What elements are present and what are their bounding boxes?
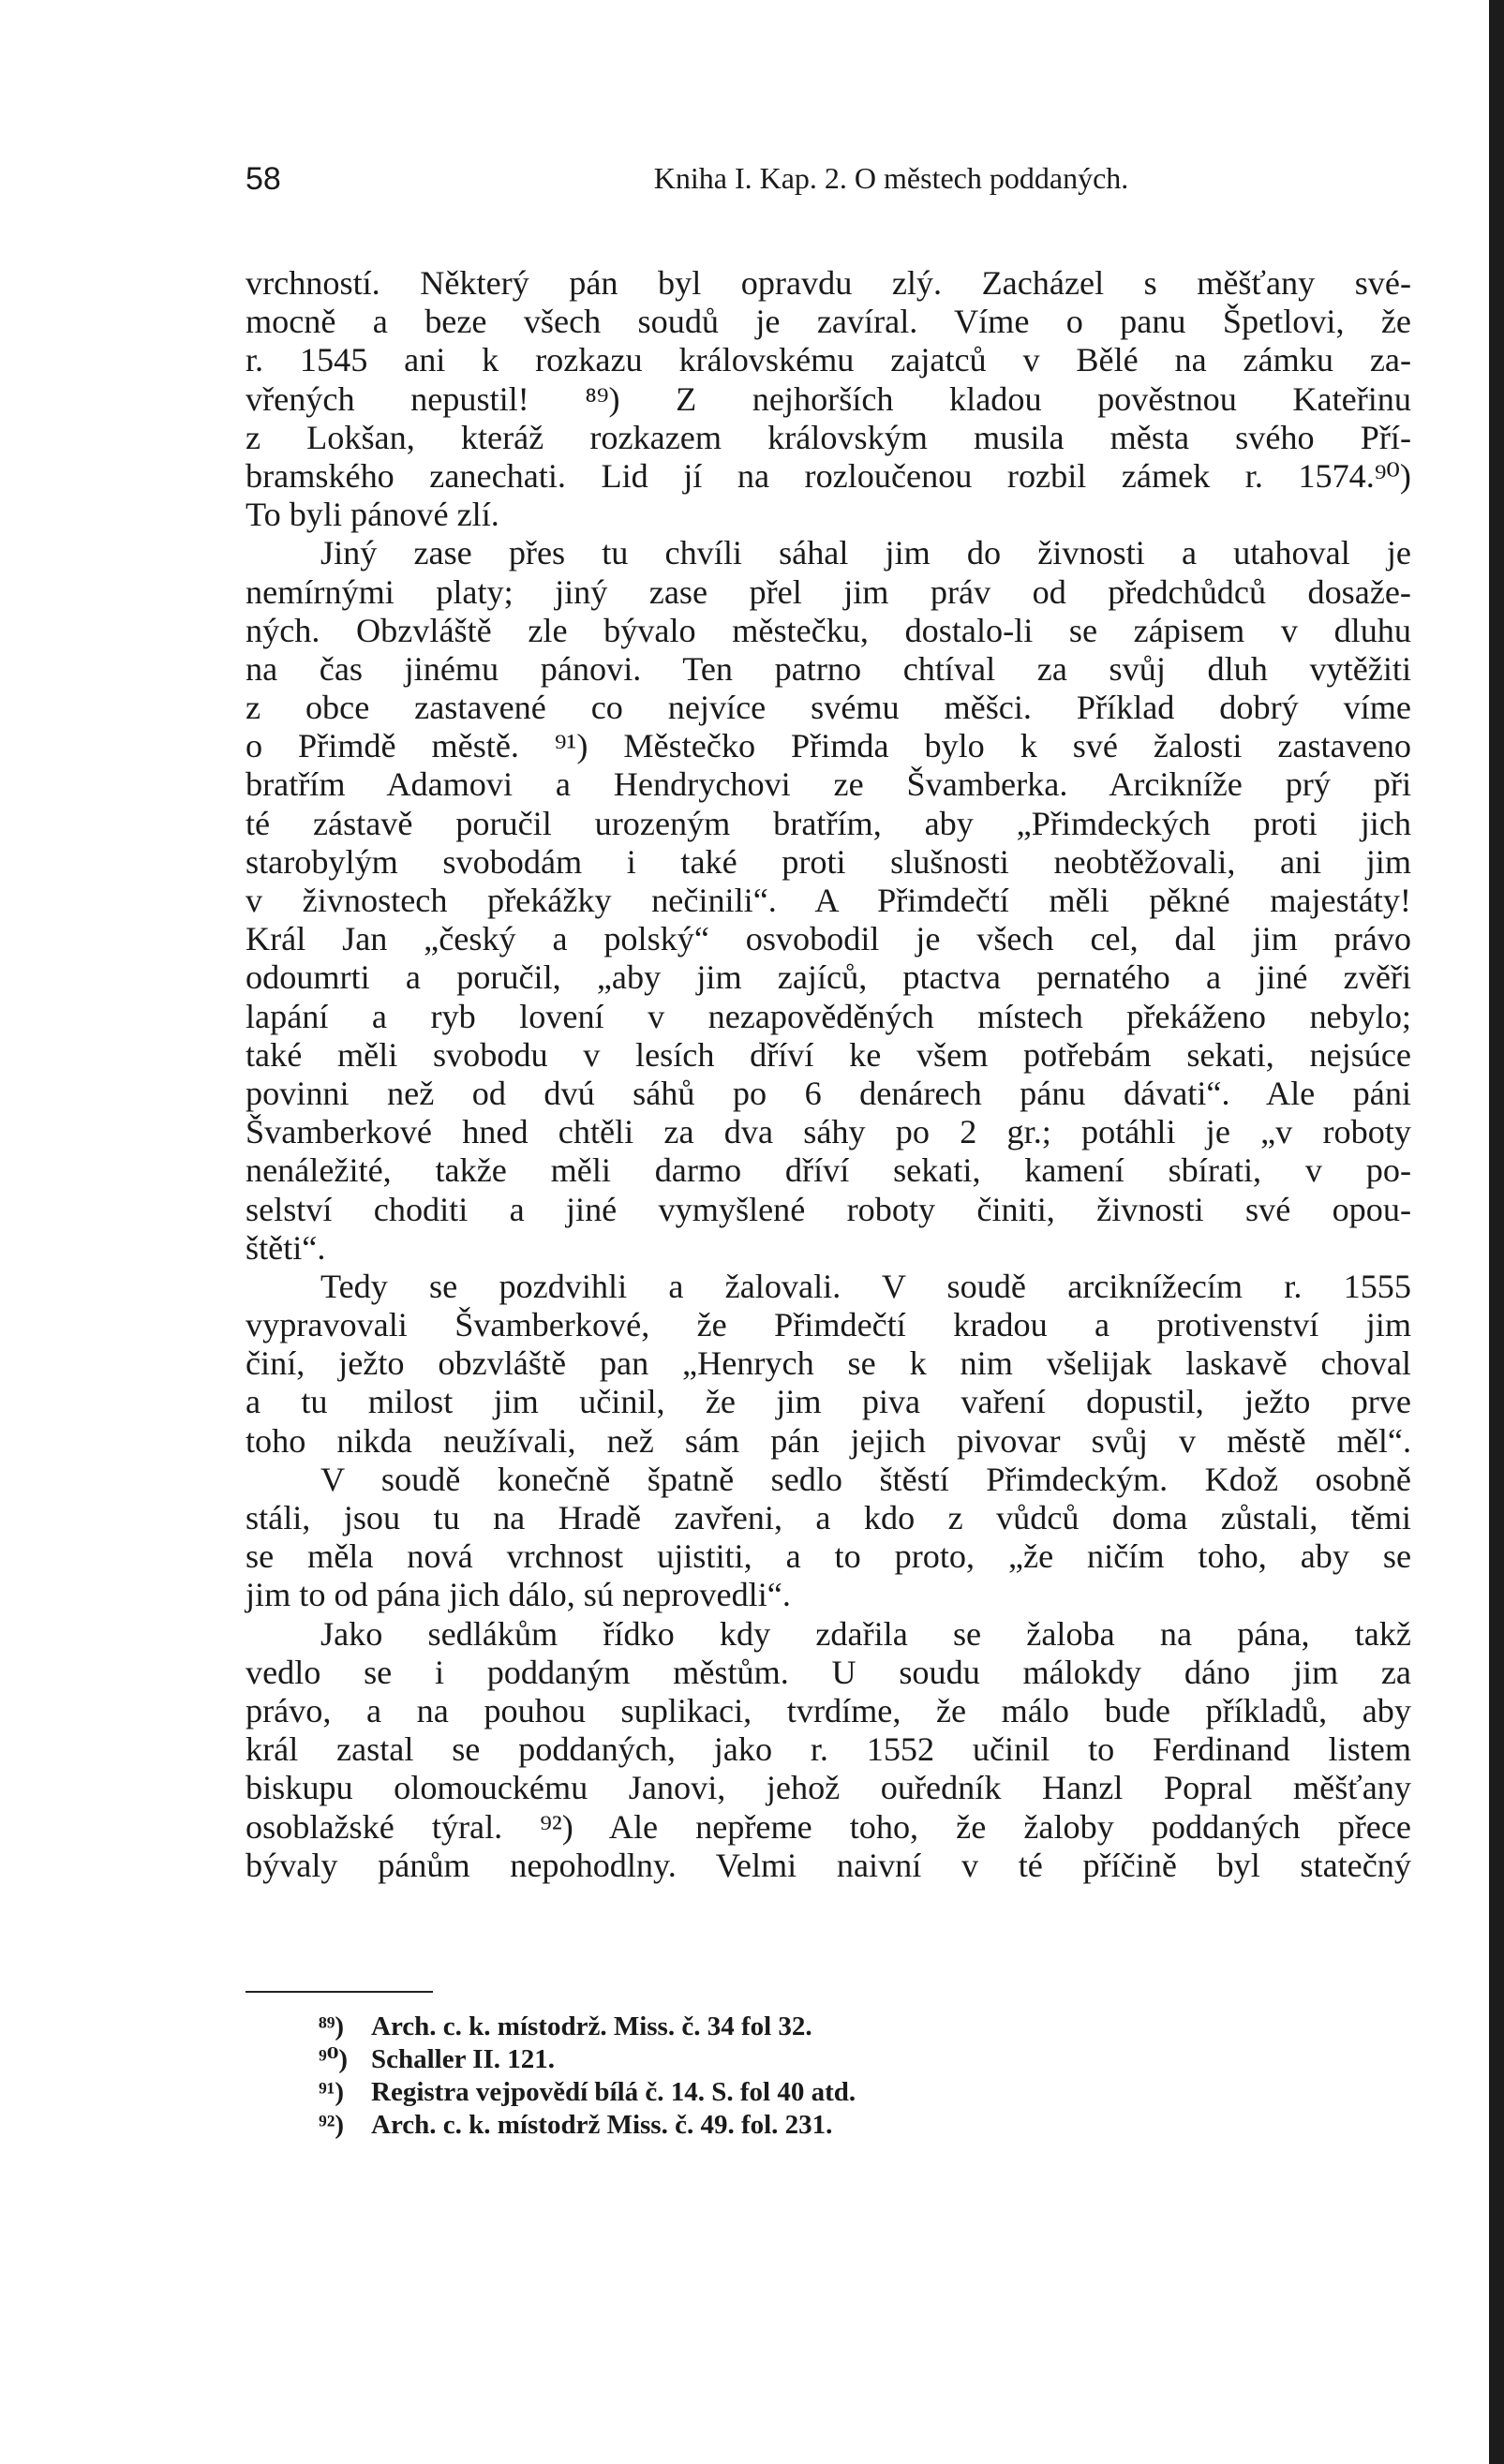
text-line: z Lokšan, kteráž rozkazem královským musila města svého Pří- (246, 418, 1411, 456)
page-header (246, 161, 1406, 208)
text-line: vedlo se i poddaným městům. U soudu málokdy dáno jim za (246, 1653, 1411, 1691)
page-number: 58 (246, 161, 281, 197)
text-line: činí, ježto obzvláště pan „Henrych se k nim všelijak laskavě choval (246, 1344, 1411, 1383)
scan-edge (1489, 0, 1504, 2464)
text-line: o Přimdě městě. ⁹¹) Městečko Přimda bylo k své žalosti zastaveno (246, 727, 1411, 765)
text-line: právo, a na pouhou suplikaci, tvrdíme, že málo bude příkladů, aby (246, 1691, 1411, 1729)
footnote-text: Arch. c. k. místodrž. Miss. č. 34 fol 32. (371, 2011, 812, 2041)
running-head: Kniha I. Kap. 2. O městech poddaných. (653, 161, 1129, 195)
text-line: bývaly pánům nepohodlny. Velmi naivní v té příčině byl statečný (246, 1846, 1411, 1884)
text-line: jim to od pána jich dálo, sú neprovedli“. (246, 1576, 791, 1614)
text-line: Jiný zase přes tu chvíli sáhal jim do živnosti a utahoval je (320, 534, 1411, 572)
text-line: biskupu olomouckému Janovi, jehož ouředník Hanzl Popral měšťany (246, 1769, 1411, 1807)
text-line: a tu milost jim učinil, že jim piva vaření dopustil, ježto prve (246, 1383, 1411, 1421)
text-line: V soudě konečně špatně sedlo štěstí Přimdeckým. Kdož osobně (320, 1460, 1411, 1498)
text-line: nemírnými platy; jiný zase přel jim práv od předchůdců dosaže- (246, 572, 1411, 611)
text-line: r. 1545 ani k rozkazu královskému zajatců v Bělé na zámku za- (246, 341, 1411, 379)
text-line: král zastal se poddaných, jako r. 1552 učinil to Ferdinand listem (246, 1730, 1411, 1769)
text-line: odoumrti a poručil, „aby jim zajíců, ptactva pernatého a jiné zvěři (246, 958, 1411, 997)
text-line: povinni než od dvú sáhů po 6 denárech pánu dávati“. Ale páni (246, 1074, 1411, 1112)
footnote-mark: ⁹⁰) (319, 2044, 349, 2074)
text-line: na čas jinému pánovi. Ten patrno chtíval za svůj dluh vytěžiti (246, 649, 1411, 688)
text-line: mocně a beze všech soudů je zavíral. Víme o panu Špetlovi, že (246, 303, 1411, 341)
footnote-mark: ⁹¹) (319, 2077, 345, 2107)
text-line: vrchností. Některý pán byl opravdu zlý. Zacházel s měšťany své- (246, 264, 1411, 302)
text-line: Tedy se pozdvihli a žalovali. V soudě arciknížecím r. 1555 (320, 1267, 1411, 1305)
text-line: osoblažské týral. ⁹²) Ale nepřeme toho, že žaloby poddaných přece (246, 1807, 1411, 1846)
text-line: bramského zanechati. Lid jí na rozloučenou rozbil zámek r. 1574.⁹⁰) (246, 456, 1411, 495)
text-line: z obce zastavené co nejvíce svému měšci. Příklad dobrý víme (246, 689, 1411, 727)
text-line: stáli, jsou tu na Hradě zavřeni, a kdo z vůdců doma zůstali, těmi (246, 1499, 1411, 1536)
footnote-mark: ⁹²) (319, 2110, 345, 2140)
footnote-mark: ⁸⁹) (319, 2011, 345, 2041)
text-line: Jako sedlákům řídko kdy zdařila se žaloba na pána, takž (320, 1614, 1411, 1653)
text-line: nenáležité, takže měli darmo dříví sekati, kamení sbírati, v po- (246, 1151, 1411, 1190)
footnote (319, 2043, 1162, 2076)
text-line: vřených nepustil! ⁸⁹) Z nejhorších kladou pověstnou Kateřinu (246, 379, 1411, 418)
footnote-text: Arch. c. k. místodrž Miss. č. 49. fol. 231. (371, 2110, 833, 2140)
footnote-text: Schaller II. 121. (371, 2044, 556, 2074)
text-line: ných. Obzvláště zle bývalo městečku, dostalo-li se zápisem v dluhu (246, 611, 1411, 649)
text-line: Švamberkové hned chtěli za dva sáhy po 2 gr.; potáhli je „v roboty (246, 1113, 1411, 1151)
text-line: v živnostech překážky nečinili“. A Přimdečtí měli pěkné majestáty! (246, 882, 1411, 919)
footnote (319, 2109, 1162, 2142)
text-line: lapání a ryb lovení v nezapověděných místech překáženo nebylo; (246, 997, 1411, 1035)
footnote-text: Registra vejpovědí bílá č. 14. S. fol 40 atd. (371, 2077, 856, 2107)
footnotes (319, 2011, 1162, 2142)
text-line: vypravovali Švamberkové, že Přimdečtí kradou a protivenství jim (246, 1306, 1411, 1344)
text-line: také měli svobodu v lesích dříví ke všem potřebám sekati, nejsúce (246, 1035, 1411, 1074)
text-line: bratřím Adamovi a Hendrychovi ze Švamberka. Arcikníže prý při (246, 765, 1411, 804)
text-line: selství choditi a jiné vymyšlené roboty činiti, živnosti své opou- (246, 1190, 1411, 1228)
footnote (319, 2011, 1162, 2043)
text-line: té zástavě poručil urozeným bratřím, aby „Přimdeckých proti jich (246, 804, 1411, 842)
footnote (319, 2076, 1162, 2109)
text-line: Král Jan „český a polský“ osvobodil je všech cel, dal jim právo (246, 920, 1411, 958)
body-text (246, 264, 1411, 1885)
footnote-rule (246, 1991, 433, 1993)
text-line: se měla nová vrchnost ujistiti, a to proto, „že ničím toho, aby se (246, 1537, 1411, 1576)
text-line: To byli pánové zlí. (246, 496, 499, 534)
text-line: starobylým svobodám i také proti slušnosti neobtěžovali, ani jim (246, 842, 1411, 881)
text-line: toho nikda neužívali, než sám pán jejich pivovar svůj v městě měl“. (246, 1421, 1411, 1460)
text-line: štěti“. (246, 1228, 326, 1267)
